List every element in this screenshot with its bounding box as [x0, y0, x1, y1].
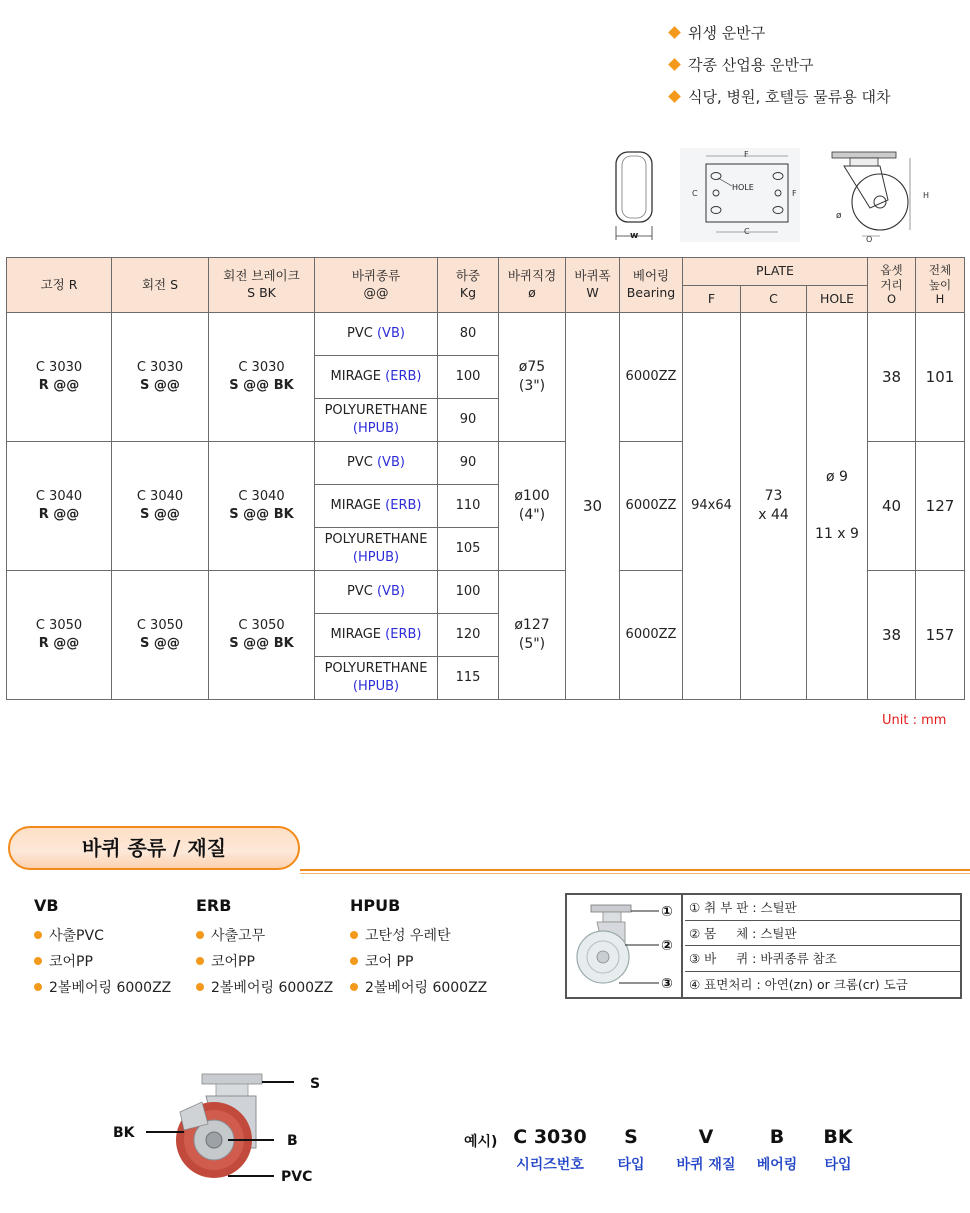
caster-illustration	[110, 1068, 340, 1194]
bullet-icon	[196, 983, 204, 991]
material-title: ERB	[196, 896, 232, 915]
c-label: C	[744, 227, 750, 236]
example-code-series: C 3030 시리즈번호	[513, 1126, 587, 1173]
header-swivel: 회전 S	[112, 258, 209, 313]
model-fixed: C 3030 R @@	[7, 313, 112, 442]
wheel-front-drawing	[606, 148, 662, 242]
diameter: ø127 (5")	[499, 571, 566, 700]
model-swivel: C 3030 S @@	[112, 313, 209, 442]
total-height: 127	[916, 442, 965, 571]
wheel-type: POLYURETHANE (HPUB)	[315, 399, 438, 442]
list-item: 2볼베어링 6000ZZ	[34, 974, 171, 1000]
caster-parts-image	[567, 895, 683, 997]
bullet-icon	[34, 931, 42, 939]
banner-divider-thin	[300, 873, 970, 874]
load-value: 115	[438, 657, 499, 700]
diamond-bullet-icon	[668, 90, 681, 103]
header-bearing: 베어링 Bearing	[620, 258, 683, 313]
diameter: ø75 (3")	[499, 313, 566, 442]
model-fixed: C 3040 R @@	[7, 442, 112, 571]
model-swivel: C 3040 S @@	[112, 442, 209, 571]
header-offset: 옵셋 거리 O	[868, 258, 916, 313]
parts-row: ① 취 부 판 : 스틸판	[685, 895, 960, 921]
header-width: 바퀴폭 W	[566, 258, 620, 313]
phi-label: ø	[836, 211, 842, 221]
model-swivel: C 3050 S @@	[112, 571, 209, 700]
header-diameter: 바퀴직경 ø	[499, 258, 566, 313]
parts-list	[685, 895, 960, 997]
example-code-material: V 바퀴 재질	[676, 1126, 736, 1173]
w-label: w	[630, 231, 639, 241]
material-title: HPUB	[350, 896, 401, 915]
o-label: O	[866, 235, 873, 244]
table-header-row	[7, 258, 965, 286]
list-item: 사출PVC	[34, 922, 171, 948]
hole-label: HOLE	[732, 183, 754, 192]
material-title: VB	[34, 896, 59, 915]
diamond-bullet-icon	[668, 26, 681, 39]
load-value: 110	[438, 485, 499, 528]
wheel-width: 30	[566, 313, 620, 700]
offset: 38	[868, 571, 916, 700]
model-brake: C 3040 S @@ BK	[209, 442, 315, 571]
material-column-hpub	[350, 896, 487, 1000]
load-value: 90	[438, 399, 499, 442]
f-label: F	[744, 150, 749, 159]
unit-note: Unit : mm	[882, 713, 947, 728]
parts-row: ② 몸 체 : 스틸판	[685, 921, 960, 947]
usage-item: 각종 산업용 운반구	[668, 48, 958, 80]
header-wheel-type: 바퀴종류 @@	[315, 258, 438, 313]
wheel-type: POLYURETHANE (HPUB)	[315, 528, 438, 571]
header-fixed: 고정 R	[7, 258, 112, 313]
plate-top-drawing	[680, 148, 800, 242]
example-code-brake: BK 타입	[823, 1126, 853, 1173]
header-plate-c: C	[741, 286, 807, 313]
model-fixed: C 3050 R @@	[7, 571, 112, 700]
list-item: 사출고무	[196, 922, 333, 948]
list-item: 2볼베어링 6000ZZ	[196, 974, 333, 1000]
bearing: 6000ZZ	[620, 313, 683, 442]
plate-c: 73 x 44	[741, 313, 807, 700]
label-b: B	[287, 1133, 298, 1149]
plate-f: 94x64	[683, 313, 741, 700]
c-side-label: C	[692, 189, 698, 198]
example-label: 예시)	[464, 1134, 498, 1150]
caster-side-drawing	[822, 148, 942, 244]
usage-list	[668, 16, 958, 112]
h-label: H	[923, 191, 930, 200]
header-brake: 회전 브레이크 S BK	[209, 258, 315, 313]
wheel-type: POLYURETHANE (HPUB)	[315, 657, 438, 700]
header-plate-f: F	[683, 286, 741, 313]
material-column-erb	[196, 896, 333, 1000]
diamond-bullet-icon	[668, 58, 681, 71]
load-value: 90	[438, 442, 499, 485]
usage-item: 식당, 병원, 호텔등 물류용 대차	[668, 80, 958, 112]
usage-item: 위생 운반구	[668, 16, 958, 48]
spec-table	[6, 257, 965, 700]
wheel-type: MIRAGE (ERB)	[315, 356, 438, 399]
bullet-icon	[34, 983, 42, 991]
load-value: 120	[438, 614, 499, 657]
header-plate: PLATE	[683, 258, 868, 286]
bullet-icon	[196, 931, 204, 939]
load-value: 80	[438, 313, 499, 356]
header-plate-hole: HOLE	[807, 286, 868, 313]
wheel-type: MIRAGE (ERB)	[315, 485, 438, 528]
diameter: ø100 (4")	[499, 442, 566, 571]
list-item: 코어 PP	[350, 948, 487, 974]
parts-row: ③ 바 퀴 : 바퀴종류 참조	[685, 946, 960, 972]
bullet-icon	[34, 957, 42, 965]
table-row	[7, 313, 965, 356]
header-load: 하중 Kg	[438, 258, 499, 313]
bullet-icon	[350, 983, 358, 991]
banner-divider	[300, 869, 970, 871]
f-side-label: F	[792, 189, 797, 198]
wheel-type: PVC (VB)	[315, 313, 438, 356]
offset: 38	[868, 313, 916, 442]
example-code-type: S 타입	[617, 1126, 645, 1173]
total-height: 157	[916, 571, 965, 700]
header-height: 전체 높이 H	[916, 258, 965, 313]
bullet-icon	[350, 957, 358, 965]
section-banner	[8, 826, 300, 870]
plate-hole: ø 9 11 x 9	[807, 313, 868, 700]
model-brake: C 3030 S @@ BK	[209, 313, 315, 442]
wheel-type: PVC (VB)	[315, 442, 438, 485]
load-value: 105	[438, 528, 499, 571]
total-height: 101	[916, 313, 965, 442]
material-column-vb	[34, 896, 171, 1000]
bearing: 6000ZZ	[620, 571, 683, 700]
bullet-icon	[196, 957, 204, 965]
load-value: 100	[438, 356, 499, 399]
marker-2: ②	[661, 938, 673, 954]
list-item: 2볼베어링 6000ZZ	[350, 974, 487, 1000]
wheel-type: PVC (VB)	[315, 571, 438, 614]
section-title: 바퀴 종류 / 재질	[81, 836, 227, 860]
list-item: 코어PP	[196, 948, 333, 974]
wheel-type: MIRAGE (ERB)	[315, 614, 438, 657]
bullet-icon	[350, 931, 358, 939]
list-item: 고탄성 우레탄	[350, 922, 487, 948]
label-pvc: PVC	[281, 1169, 313, 1185]
parts-row: ④ 표면처리 : 아연(zn) or 크롬(cr) 도금	[689, 976, 908, 992]
list-item: 코어PP	[34, 948, 171, 974]
model-brake: C 3050 S @@ BK	[209, 571, 315, 700]
label-bk: BK	[113, 1125, 135, 1141]
marker-3: ③	[661, 976, 673, 992]
bearing: 6000ZZ	[620, 442, 683, 571]
example-code-bearing: B 베어링	[756, 1126, 798, 1173]
load-value: 100	[438, 571, 499, 614]
label-s: S	[310, 1076, 321, 1092]
offset: 40	[868, 442, 916, 571]
marker-1: ①	[661, 904, 673, 920]
parts-box	[565, 893, 962, 999]
